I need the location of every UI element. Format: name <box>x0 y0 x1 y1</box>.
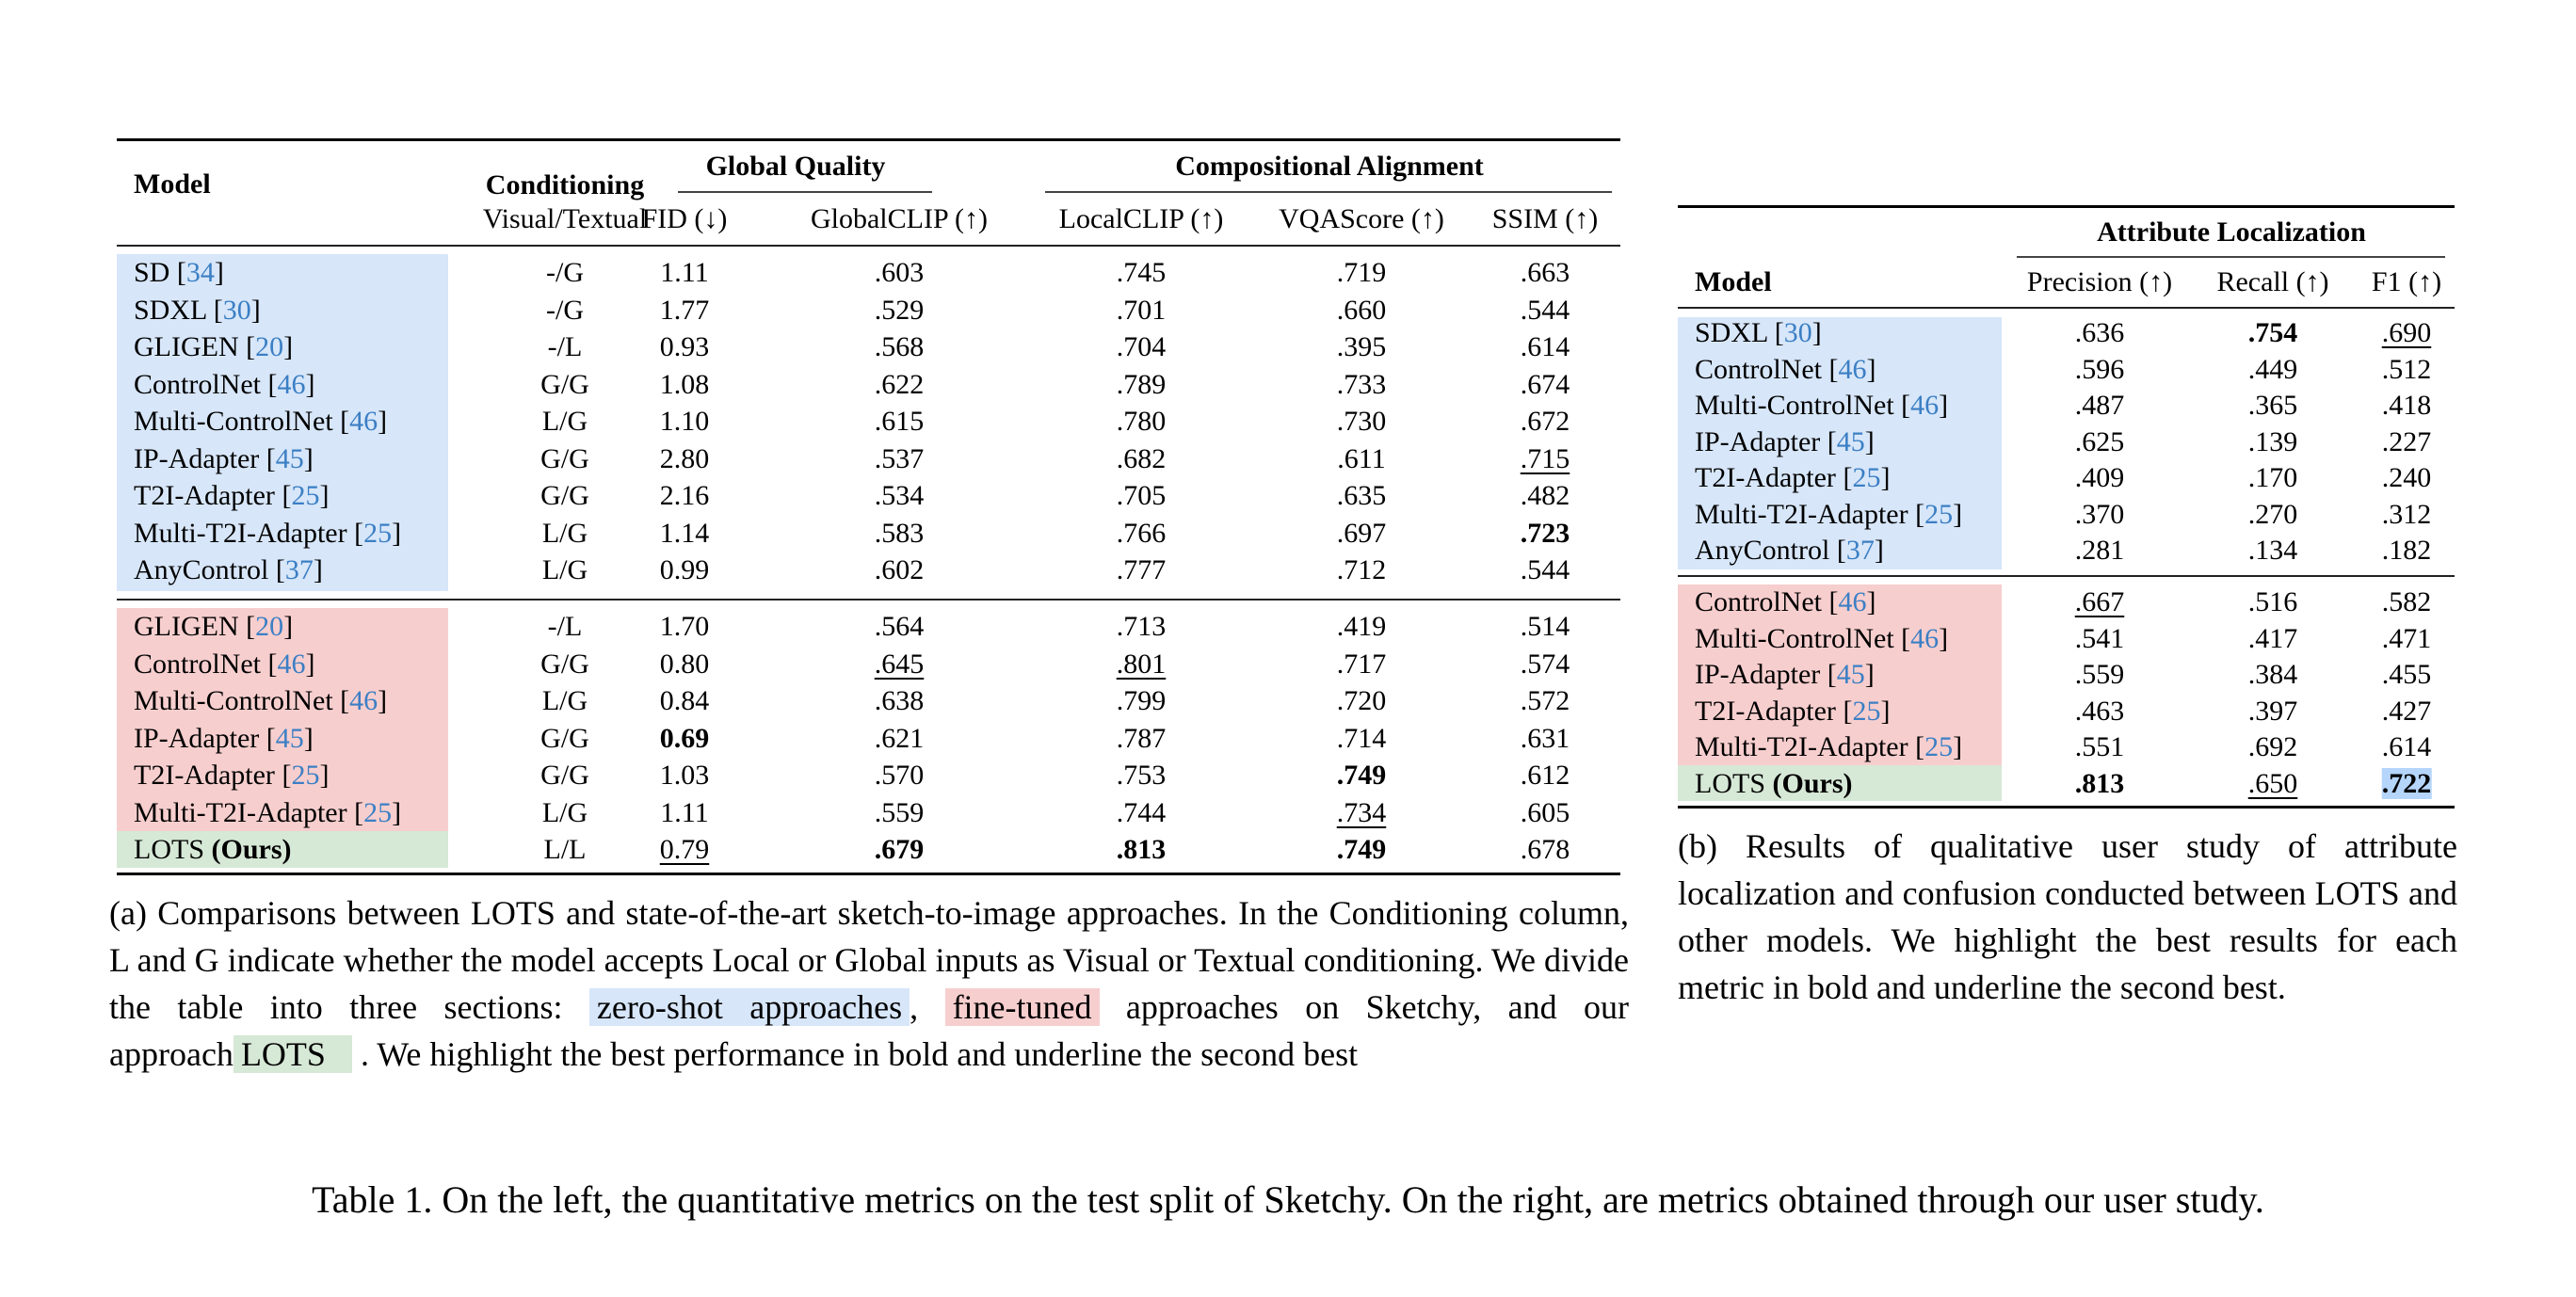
recall-value: .139 <box>2247 425 2298 457</box>
header-vqascore: VQAScore (↑) <box>1279 203 1444 234</box>
model-name: ControlNet [46] <box>134 648 315 680</box>
section-rule <box>1678 575 2455 577</box>
header-bottom-rule <box>1678 307 2455 309</box>
f1-value: .418 <box>2381 390 2432 421</box>
globalclip-value: .529 <box>874 294 925 326</box>
globalclip-value: .568 <box>874 331 925 362</box>
fid-value: 0.93 <box>659 331 710 362</box>
model-name: T2I-Adapter [25] <box>1695 695 1891 727</box>
fid-value: 1.11 <box>660 257 709 288</box>
model-name: AnyControl [37] <box>1695 535 1884 566</box>
globalclip-value: .564 <box>874 611 925 642</box>
model-name: Multi-ControlNet [46] <box>134 685 388 716</box>
header-fid: FID (↓) <box>641 203 728 234</box>
vqascore-value: .635 <box>1336 480 1387 511</box>
fid-value: 2.80 <box>659 442 710 474</box>
citation-link[interactable]: 25 <box>1852 695 1881 727</box>
f1-value: .427 <box>2381 695 2432 727</box>
model-name: Multi-ControlNet [46] <box>1695 390 1949 421</box>
f1-value: .614 <box>2381 731 2432 762</box>
localclip-value: .780 <box>1116 406 1167 437</box>
precision-value: .541 <box>2074 622 2125 654</box>
vqascore-value: .395 <box>1336 331 1387 362</box>
vqascore-value: .697 <box>1336 517 1387 549</box>
vqascore-value: .611 <box>1337 442 1386 474</box>
group-rule-compositional <box>1045 191 1612 193</box>
conditioning-value: G/G <box>540 648 589 680</box>
conditioning-value: L/L <box>543 834 587 865</box>
globalclip-value-second-best: .645 <box>874 648 925 680</box>
header-group-global-quality: Global Quality <box>705 151 886 182</box>
conditioning-value: G/G <box>540 722 589 754</box>
ssim-value: .631 <box>1520 722 1570 754</box>
ssim-value: .482 <box>1520 480 1570 511</box>
localclip-value: .799 <box>1116 685 1167 716</box>
citation-link[interactable]: 46 <box>1838 586 1867 617</box>
localclip-value: .777 <box>1116 554 1167 585</box>
model-name: Multi-ControlNet [46] <box>1695 622 1949 654</box>
f1-value: .512 <box>2381 353 2432 385</box>
section-rule <box>117 599 1620 600</box>
ssim-value: .574 <box>1520 648 1570 680</box>
model-name: T2I-Adapter [25] <box>134 480 330 511</box>
conditioning-value: L/G <box>541 796 588 828</box>
fid-value: 1.08 <box>659 368 710 400</box>
table-top-rule <box>117 138 1620 141</box>
localclip-value: .789 <box>1116 368 1167 400</box>
citation-link[interactable]: 25 <box>291 760 320 791</box>
localclip-value-second-best: .801 <box>1116 648 1167 680</box>
ours-legend-tag: LOTS <box>233 1035 352 1073</box>
precision-value: .463 <box>2074 695 2125 727</box>
citation-link[interactable]: 46 <box>349 406 378 437</box>
fid-value-best: 0.69 <box>659 722 710 754</box>
localclip-value: .682 <box>1116 442 1167 474</box>
model-name: ControlNet [46] <box>1695 586 1876 617</box>
citation-link[interactable]: 30 <box>222 294 251 326</box>
fid-value-second-best: 0.79 <box>659 834 710 865</box>
header-conditioning-sub: Visual/Textual <box>482 203 648 234</box>
localclip-value: .704 <box>1116 331 1167 362</box>
globalclip-value: .559 <box>874 796 925 828</box>
header-group-compositional: Compositional Alignment <box>1175 151 1484 182</box>
model-name: GLIGEN [20] <box>134 611 294 642</box>
header-group-attribute-localization: Attribute Localization <box>2097 216 2366 248</box>
header-globalclip: GlobalCLIP (↑) <box>810 203 989 234</box>
conditioning-value: G/G <box>540 480 589 511</box>
globalclip-value: .638 <box>874 685 925 716</box>
header-model: Model <box>134 168 211 200</box>
fid-value: 0.99 <box>659 554 710 585</box>
group-rule-global <box>678 191 932 193</box>
vqascore-value: .730 <box>1336 406 1387 437</box>
localclip-value: .766 <box>1116 517 1167 549</box>
f1-value-best-selected[interactable] <box>2382 765 2432 802</box>
fid-value: 1.11 <box>660 796 709 828</box>
model-name: LOTS (Ours) <box>134 834 292 865</box>
ssim-value-best: .723 <box>1520 517 1570 549</box>
conditioning-value: G/G <box>540 760 589 791</box>
recall-value: .449 <box>2247 353 2298 385</box>
precision-value: .487 <box>2074 390 2125 421</box>
localclip-value: .713 <box>1116 611 1167 642</box>
citation-link[interactable]: 37 <box>284 554 314 585</box>
ssim-value: .674 <box>1520 368 1570 400</box>
header-ssim: SSIM (↑) <box>1491 203 1599 234</box>
recall-value-second-best: .650 <box>2247 767 2298 799</box>
conditioning-value: G/G <box>540 442 589 474</box>
model-name: ControlNet [46] <box>1695 353 1876 385</box>
ssim-value: .544 <box>1520 554 1570 585</box>
model-name: SDXL [30] <box>134 294 261 326</box>
vqascore-value: .419 <box>1336 611 1387 642</box>
citation-link[interactable]: 25 <box>363 517 393 549</box>
precision-value-second-best: .667 <box>2074 586 2125 617</box>
model-name: T2I-Adapter [25] <box>134 760 330 791</box>
precision-value: .625 <box>2074 425 2125 457</box>
model-name: IP-Adapter [45] <box>134 722 314 754</box>
precision-value: .409 <box>2074 462 2125 493</box>
citation-link[interactable]: 25 <box>1924 498 1954 530</box>
recall-value: .516 <box>2247 586 2298 617</box>
citation-link[interactable]: 46 <box>349 685 378 716</box>
vqascore-value-best: .749 <box>1336 760 1387 791</box>
conditioning-value: L/G <box>541 517 588 549</box>
citation-link[interactable]: 46 <box>277 648 306 680</box>
citation-link[interactable]: 46 <box>1838 353 1867 385</box>
model-name: LOTS (Ours) <box>1695 767 1853 799</box>
vqascore-value: .712 <box>1336 554 1387 585</box>
fid-value: 1.77 <box>659 294 710 326</box>
conditioning-value: G/G <box>540 368 589 400</box>
model-name: Multi-T2I-Adapter [25] <box>1695 731 1963 762</box>
globalclip-value: .621 <box>874 722 925 754</box>
text-selection-highlight: .722 <box>2381 767 2432 799</box>
model-name: IP-Adapter [45] <box>134 442 314 474</box>
recall-value: .384 <box>2247 659 2298 690</box>
model-name: Multi-ControlNet [46] <box>134 406 388 437</box>
vqascore-value: .717 <box>1336 648 1387 680</box>
f1-value: .455 <box>2381 659 2432 690</box>
precision-value: .551 <box>2074 731 2125 762</box>
globalclip-value: .583 <box>874 517 925 549</box>
ssim-value: .612 <box>1520 760 1570 791</box>
conditioning-value: -/G <box>546 294 584 326</box>
globalclip-value: .570 <box>874 760 925 791</box>
citation-link[interactable]: 20 <box>255 611 284 642</box>
ssim-value: .672 <box>1520 406 1570 437</box>
model-name: SDXL [30] <box>1695 317 1822 348</box>
vqascore-value-best: .749 <box>1336 834 1387 865</box>
citation-link[interactable]: 46 <box>277 368 306 400</box>
citation-link[interactable]: 34 <box>185 257 215 288</box>
vqascore-value: .714 <box>1336 722 1387 754</box>
zero-shot-legend-tag: zero-shot approaches <box>589 988 910 1026</box>
vqascore-value: .733 <box>1336 368 1387 400</box>
conditioning-value: -/G <box>546 257 584 288</box>
citation-link[interactable]: 30 <box>1783 317 1812 348</box>
ssim-value: .614 <box>1520 331 1570 362</box>
conditioning-value: L/G <box>541 685 588 716</box>
globalclip-value: .622 <box>874 368 925 400</box>
citation-link[interactable]: 45 <box>1836 425 1865 457</box>
citation-link[interactable]: 46 <box>1910 390 1940 421</box>
recall-value: .170 <box>2247 462 2298 493</box>
header-bottom-rule <box>117 245 1620 247</box>
globalclip-value: .534 <box>874 480 925 511</box>
localclip-value: .745 <box>1116 257 1167 288</box>
fid-value: 0.84 <box>659 685 710 716</box>
citation-link[interactable]: 37 <box>1845 535 1875 566</box>
citation-link[interactable]: 45 <box>1836 659 1865 690</box>
globalclip-value: .603 <box>874 257 925 288</box>
recall-value: .397 <box>2247 695 2298 727</box>
fine-tuned-legend-tag: fine-tuned <box>945 988 1100 1026</box>
model-name: ControlNet [46] <box>134 368 315 400</box>
group-rule <box>2017 256 2445 258</box>
localclip-value: .753 <box>1116 760 1167 791</box>
globalclip-value: .602 <box>874 554 925 585</box>
recall-value: .692 <box>2247 731 2298 762</box>
precision-value: .636 <box>2074 317 2125 348</box>
citation-link[interactable]: 20 <box>255 331 284 362</box>
model-name: AnyControl [37] <box>134 554 323 585</box>
globalclip-value: .537 <box>874 442 925 474</box>
f1-value: .240 <box>2381 462 2432 493</box>
header-model: Model <box>1695 266 1772 297</box>
header-precision: Precision (↑) <box>2026 266 2173 297</box>
vqascore-value: .720 <box>1336 685 1387 716</box>
table-caption: Table 1. On the left, the quantitative metrics on the test split of Sketchy. On the right, are metrics obtained through our user study. <box>312 1178 2264 1221</box>
recall-value: .134 <box>2247 535 2298 566</box>
header-f1: F1 (↑) <box>2371 266 2442 297</box>
caption-b: (b) Results of qualitative user study of attribute localization and confusion conducted between LOTS and other models. We highlight the best results for each metric in bold and underline the second best. <box>1678 827 2457 1006</box>
ssim-value-second-best: .715 <box>1520 442 1570 474</box>
model-name: IP-Adapter [45] <box>1695 659 1875 690</box>
model-name: T2I-Adapter [25] <box>1695 462 1891 493</box>
model-name: IP-Adapter [45] <box>1695 425 1875 457</box>
conditioning-value: L/G <box>541 554 588 585</box>
citation-link[interactable]: 25 <box>1924 731 1954 762</box>
f1-value-second-best: .690 <box>2381 317 2432 348</box>
citation-link[interactable]: 25 <box>291 480 320 511</box>
fid-value: 1.70 <box>659 611 710 642</box>
fid-value: 1.03 <box>659 760 710 791</box>
table-bottom-rule <box>117 873 1620 875</box>
table-bottom-rule <box>1678 806 2455 809</box>
localclip-value: .705 <box>1116 480 1167 511</box>
ssim-value: .544 <box>1520 294 1570 326</box>
precision-value-best: .813 <box>2074 767 2125 799</box>
citation-link[interactable]: 25 <box>363 796 393 828</box>
localclip-value: .787 <box>1116 722 1167 754</box>
citation-link[interactable]: 45 <box>275 442 304 474</box>
fid-value: 0.80 <box>659 648 710 680</box>
header-localclip: LocalCLIP (↑) <box>1058 203 1224 234</box>
recall-value: .417 <box>2247 622 2298 654</box>
model-name: GLIGEN [20] <box>134 331 294 362</box>
citation-link[interactable]: 46 <box>1910 622 1940 654</box>
ssim-value: .678 <box>1520 834 1570 865</box>
model-name: SD [34] <box>134 257 224 288</box>
f1-value: .227 <box>2381 425 2432 457</box>
precision-value: .559 <box>2074 659 2125 690</box>
citation-link[interactable]: 45 <box>275 722 304 754</box>
precision-value: .370 <box>2074 498 2125 530</box>
table-top-rule <box>1678 205 2455 208</box>
conditioning-value: -/L <box>547 611 583 642</box>
vqascore-value-second-best: .734 <box>1336 796 1387 828</box>
conditioning-value: L/G <box>541 406 588 437</box>
conditioning-value: -/L <box>547 331 583 362</box>
f1-value: .471 <box>2381 622 2432 654</box>
f1-value: .312 <box>2381 498 2432 530</box>
citation-link[interactable]: 25 <box>1852 462 1881 493</box>
ssim-value: .572 <box>1520 685 1570 716</box>
globalclip-value: .615 <box>874 406 925 437</box>
globalclip-value-best: .679 <box>874 834 925 865</box>
header-recall: Recall (↑) <box>2216 266 2329 297</box>
f1-value: .582 <box>2381 586 2432 617</box>
ssim-value: .514 <box>1520 611 1570 642</box>
recall-value: .270 <box>2247 498 2298 530</box>
header-conditioning: Conditioning <box>485 169 645 200</box>
fid-value: 1.14 <box>659 517 710 549</box>
ssim-value: .663 <box>1520 257 1570 288</box>
model-name: Multi-T2I-Adapter [25] <box>134 796 402 828</box>
recall-value: .365 <box>2247 390 2298 421</box>
recall-value-best: .754 <box>2247 317 2298 348</box>
localclip-value-best: .813 <box>1116 834 1167 865</box>
fid-value: 1.10 <box>659 406 710 437</box>
fid-value: 2.16 <box>659 480 710 511</box>
localclip-value: .744 <box>1116 796 1167 828</box>
vqascore-value: .719 <box>1336 257 1387 288</box>
caption-a: (a) Comparisons between LOTS and state-of-the-art sketch-to-image approaches. In the Conditioning column, L and G indicate whether the model accepts Local or Global inputs as Visual or Textual conditioning. We divide the table into three sections: zero-shot approaches , fine-tuned approaches on Sketchy, and our approach LOTS . We highlight the best performance in bold and underline the second best <box>109 894 1630 1073</box>
vqascore-value: .660 <box>1336 294 1387 326</box>
precision-value: .596 <box>2074 353 2125 385</box>
f1-value: .182 <box>2381 535 2432 566</box>
ssim-value: .605 <box>1520 796 1570 828</box>
model-name: Multi-T2I-Adapter [25] <box>1695 498 1963 530</box>
model-name: Multi-T2I-Adapter [25] <box>134 517 402 549</box>
localclip-value: .701 <box>1116 294 1167 326</box>
precision-value: .281 <box>2074 535 2125 566</box>
